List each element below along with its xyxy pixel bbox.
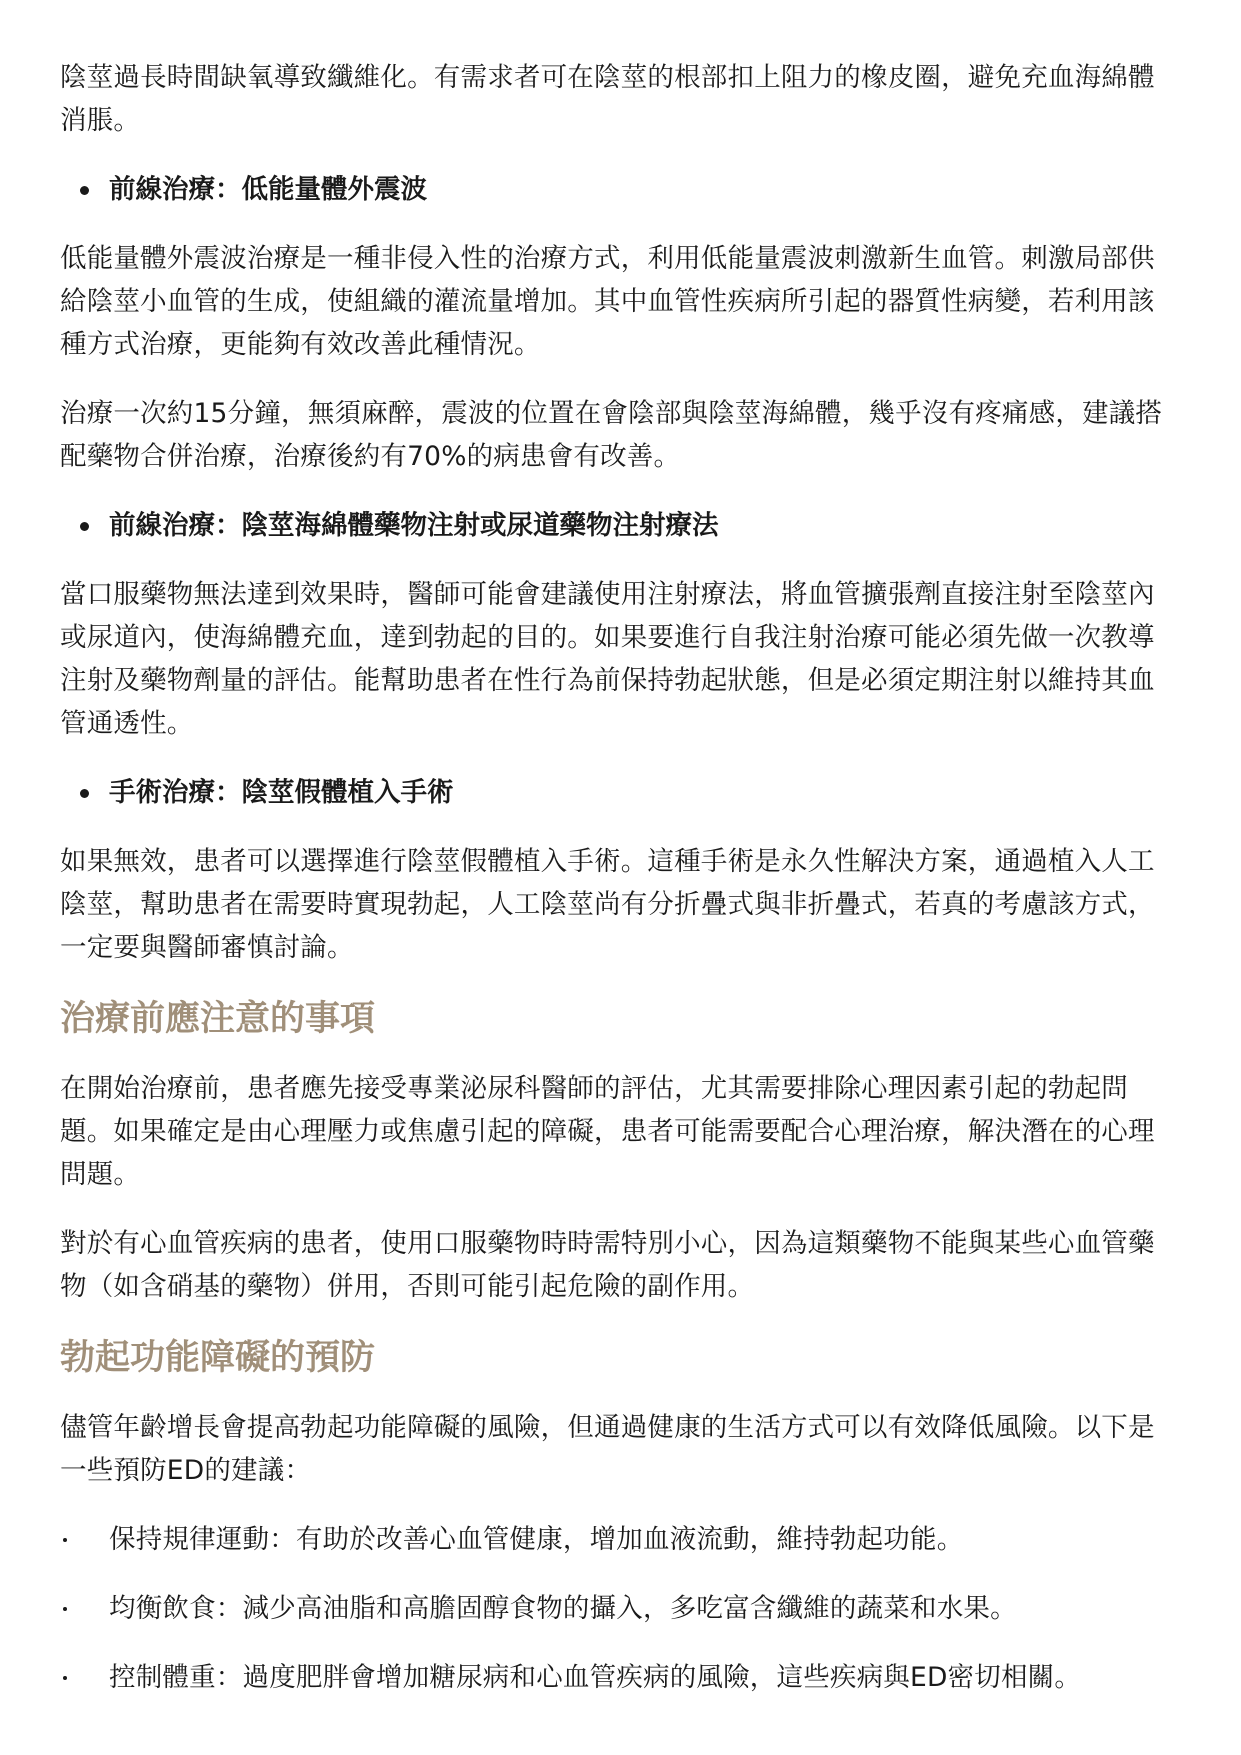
treatment-paragraph: 低能量體外震波治療是一種非侵入性的治療方式，利用低能量震波刺激新生血管。刺激局部供給陰莖小血管的生成，使組織的灌流量增加。其中血管性疾病所引起的器質性病變，若利用該種方式治療，更能夠有效改善此種情況。 [60, 243, 1155, 360]
treatment-paragraph: 治療一次約15分鐘，無須麻醉，震波的位置在會陰部與陰莖海綿體，幾乎沒有疼痛感，建議搭配藥物合併治療，治療後約有70%的病患會有改善。 [60, 398, 1163, 472]
section-lead-paragraph: 儘管年齡增長會提高勃起功能障礙的風險，但通過健康的生活方式可以有效降低風險。以下是一些預防ED的建議： [60, 1412, 1155, 1486]
treatment-injection-therapy [60, 504, 1181, 745]
prevention-section [60, 1334, 1181, 1699]
treatment-heading-list [60, 771, 1181, 814]
treatment-heading: 手術治療：陰莖假體植入手術 [60, 771, 1181, 814]
intro-paragraph: 陰莖過長時間缺氧導致纖維化。有需求者可在陰莖的根部扣上阻力的橡皮圈，避免充血海綿體消脹。 [60, 62, 1155, 136]
treatment-heading: 前線治療：低能量體外震波 [60, 168, 1181, 211]
section-title: 治療前應注意的事項 [60, 999, 376, 1039]
prevention-tips-list [60, 1518, 1181, 1699]
treatment-low-energy-shockwave [60, 168, 1181, 478]
section-paragraph: 對於有心血管疾病的患者，使用口服藥物時時需特別小心，因為這類藥物不能與某些心血管藥物（如含硝基的藥物）併用，否則可能引起危險的副作用。 [60, 1228, 1155, 1302]
treatment-paragraph: 如果無效，患者可以選擇進行陰莖假體植入手術。這種手術是永久性解決方案，通過植入人工陰莖，幫助患者在需要時實現勃起，人工陰莖尚有分折疊式與非折疊式，若真的考慮該方式，一定要與醫師審慎討論。 [60, 846, 1155, 963]
treatment-paragraph: 當口服藥物無法達到效果時，醫師可能會建議使用注射療法，將血管擴張劑直接注射至陰莖內或尿道內，使海綿體充血，達到勃起的目的。如果要進行自我注射治療可能必須先做一次教導注射及藥物劑量的評估。能幫助患者在性行為前保持勃起狀態，但是必須定期注射以維持其血管通透性。 [60, 579, 1155, 739]
list-item: 均衡飲食：減少高油脂和高膽固醇食物的攝入，多吃富含纖維的蔬菜和水果。 [60, 1587, 1181, 1630]
precautions-section [60, 995, 1181, 1308]
treatment-heading-list [60, 504, 1181, 547]
list-item: 保持規律運動：有助於改善心血管健康，增加血液流動，維持勃起功能。 [60, 1518, 1181, 1561]
treatment-penile-implant [60, 771, 1181, 969]
section-title: 勃起功能障礙的預防 [60, 1338, 376, 1378]
list-item: 控制體重：過度肥胖會增加糖尿病和心血管疾病的風險，這些疾病與ED密切相關。 [60, 1656, 1181, 1699]
treatment-heading: 前線治療：陰莖海綿體藥物注射或尿道藥物注射療法 [60, 504, 1181, 547]
treatment-heading-list [60, 168, 1181, 211]
section-paragraph: 在開始治療前，患者應先接受專業泌尿科醫師的評估，尤其需要排除心理因素引起的勃起問題。如果確定是由心理壓力或焦慮引起的障礙，患者可能需要配合心理治療，解決潛在的心理問題。 [60, 1073, 1155, 1190]
